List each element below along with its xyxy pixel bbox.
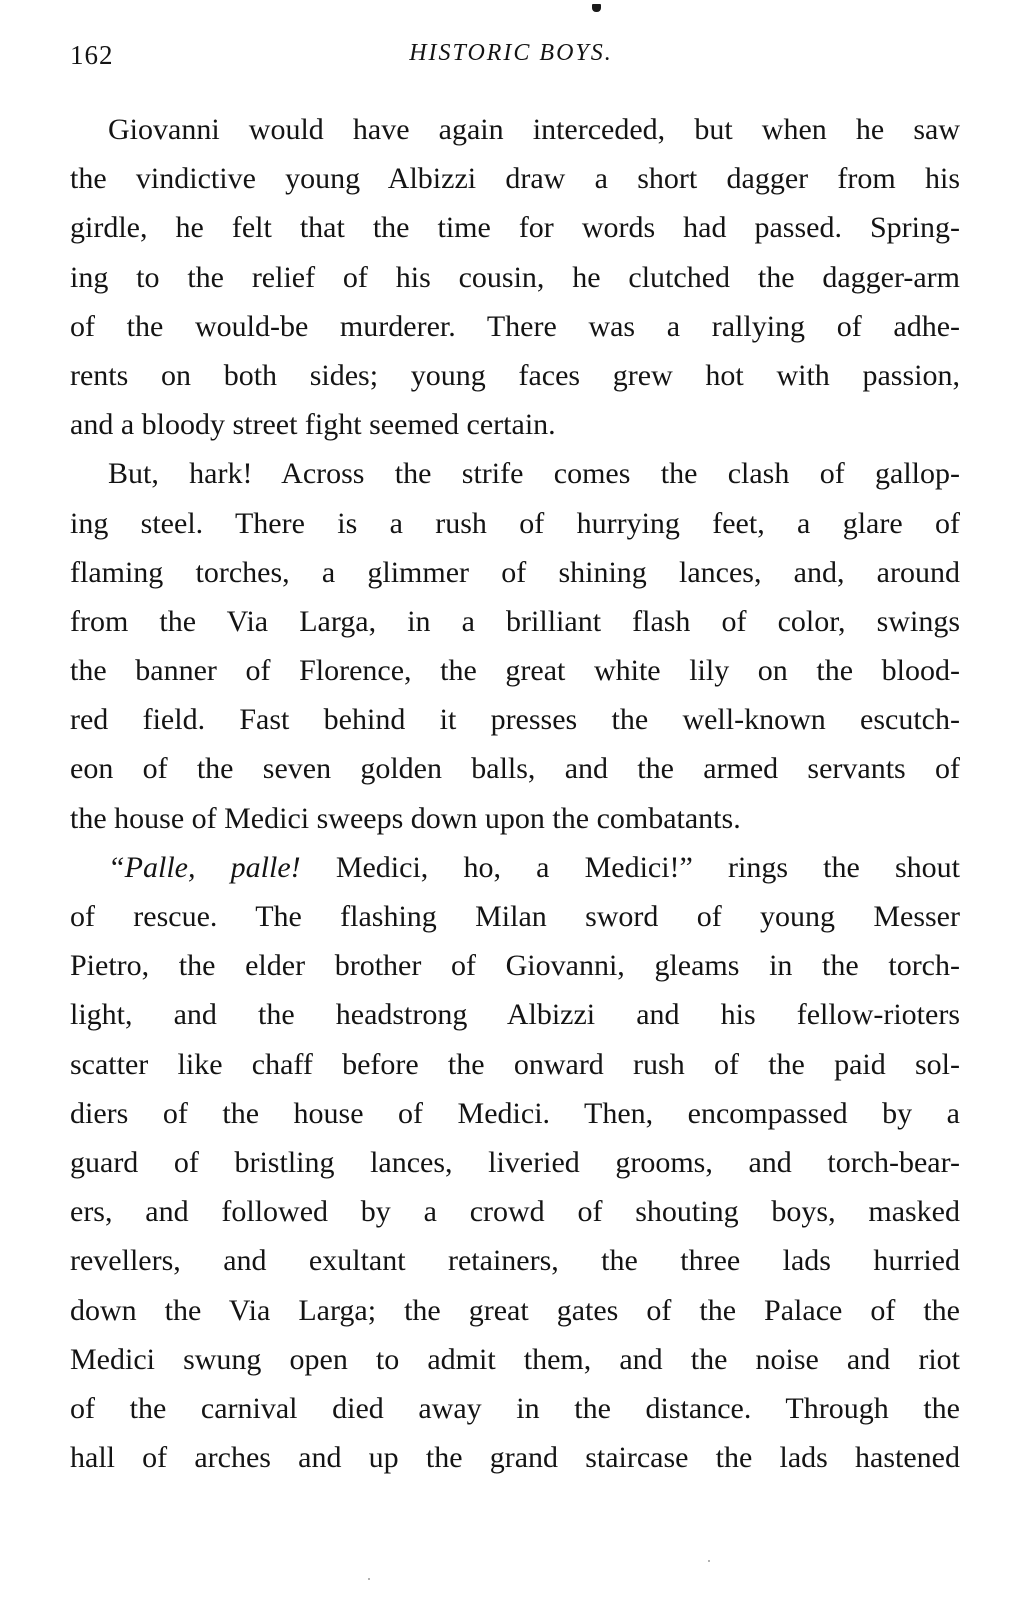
text-line-rest: Medici, ho, a Medici!” rings the shout: [335, 850, 961, 884]
text-line: flaming torches, a glimmer of shining lances, and, around: [70, 555, 960, 589]
text-line: But, hark! Across the strife comes the clash of gallop-: [108, 457, 960, 491]
paper-speck: [708, 1560, 710, 1562]
text-line: the banner of Florence, the great white lily on the blood-: [70, 654, 960, 688]
text-line: from the Via Larga, in a brilliant flash of color, swings: [70, 604, 960, 638]
text-line: [70, 843, 960, 892]
text-line: red field. Fast behind it presses the well-known escutch-: [70, 703, 960, 737]
text-line: of the would-be murderer. There was a rallying of adhe-: [70, 309, 960, 343]
text-line: Pietro, the elder brother of Giovanni, gleams in the torch-: [70, 949, 960, 983]
text-line: ing to the relief of his cousin, he clutched the dagger-arm: [70, 260, 960, 294]
text-line: hall of arches and up the grand staircase the lads hastened: [70, 1441, 960, 1475]
text-line: eon of the seven golden balls, and the armed servants of: [70, 752, 960, 786]
text-line: of rescue. The flashing Milan sword of young Messer: [70, 900, 960, 933]
text-line: the vindictive young Albizzi draw a short dagger from his: [70, 162, 960, 196]
text-line: diers of the house of Medici. Then, encompassed by a: [70, 1096, 960, 1130]
text-line: girdle, he felt that the time for words had passed. Spring-: [70, 211, 960, 245]
text-line: rents on both sides; young faces grew hot with passion,: [70, 358, 960, 392]
text-line: and a bloody street fight seemed certain.: [70, 408, 556, 442]
text-line: ing steel. There is a rush of hurrying feet, a glare of: [70, 506, 960, 540]
italic-shout: “Palle, palle!: [108, 850, 301, 884]
text-line: light, and the headstrong Albizzi and his fellow-rioters: [70, 998, 960, 1032]
paper-speck: [368, 1578, 370, 1580]
page-header: [70, 40, 952, 80]
text-line: scatter like chaff before the onward rush of the paid sol-: [70, 1047, 960, 1081]
text-line: Giovanni would have again interceded, but when he saw: [108, 113, 960, 146]
text-line: down the Via Larga; the great gates of the Palace of the: [70, 1293, 960, 1327]
text-line: revellers, and exultant retainers, the three lads hurried: [70, 1244, 960, 1278]
text-line: the house of Medici sweeps down upon the combatants.: [70, 801, 741, 835]
text-line: guard of bristling lances, liveried grooms, and torch-bear-: [70, 1145, 960, 1179]
text-line: Medici swung open to admit them, and the noise and riot: [70, 1342, 960, 1376]
running-title: HISTORIC BOYS.: [409, 40, 613, 66]
text-line: ers, and followed by a crowd of shouting boys, masked: [70, 1195, 960, 1229]
body-text: [70, 105, 960, 1482]
text-line: of the carnival died away in the distance. Through the: [70, 1391, 960, 1425]
print-mark: [592, 4, 601, 12]
page-number: 162: [70, 40, 114, 70]
